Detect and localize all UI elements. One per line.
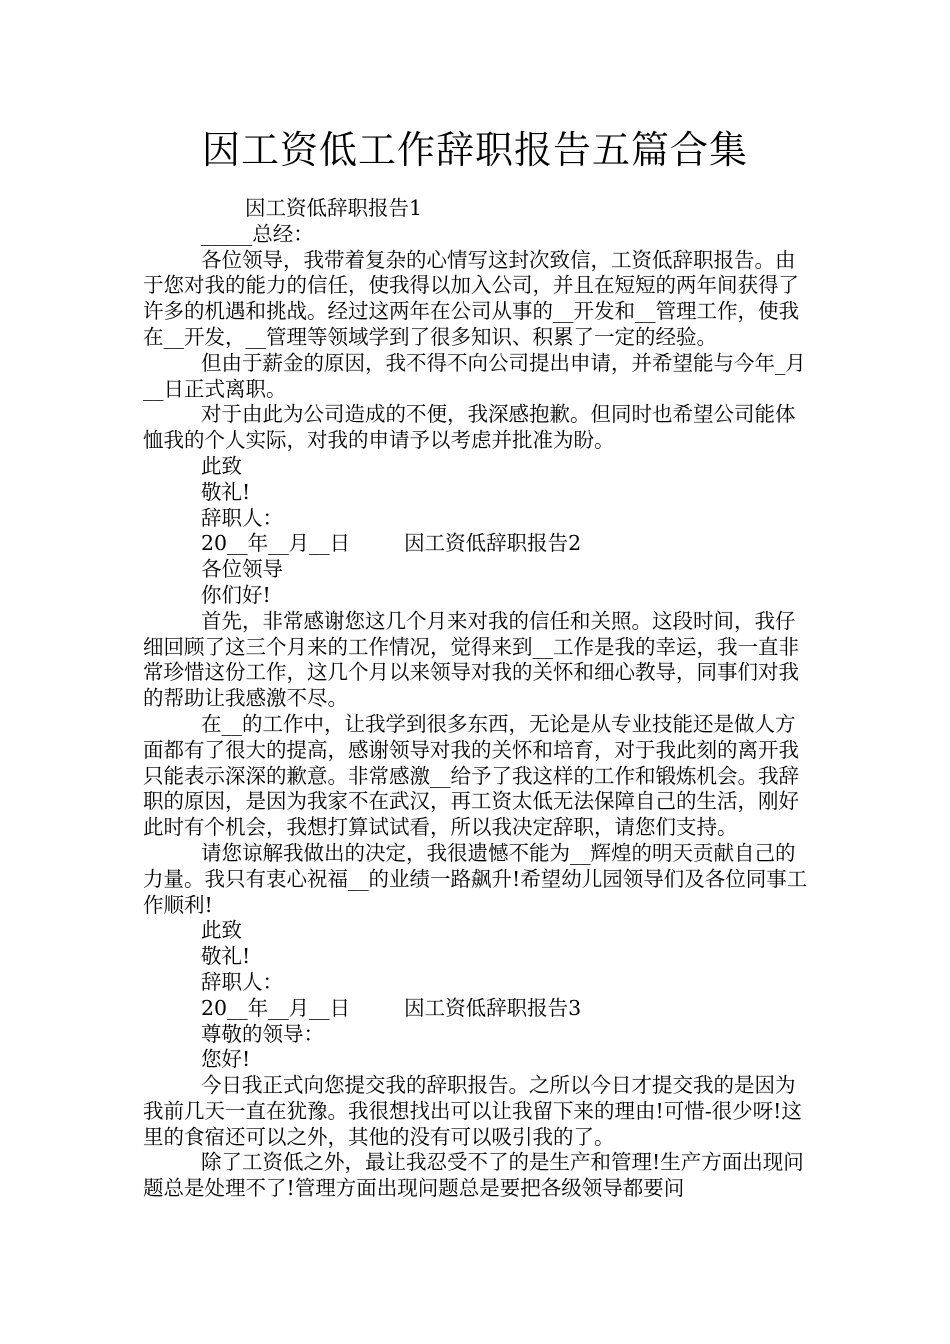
document-body xyxy=(143,196,815,1202)
paragraph-text: 对于由此为公司造成的不便，我深感抱歉。但同时也希望公司能体恤我的个人实际，对我的申请予以考虑并批准为盼。 xyxy=(143,402,796,453)
paragraph xyxy=(143,841,815,918)
paragraph xyxy=(143,970,815,996)
paragraph xyxy=(143,1150,815,1202)
paragraph xyxy=(143,351,815,403)
paragraph xyxy=(143,196,815,222)
paragraph-text: 辞职人： xyxy=(201,505,283,530)
paragraph xyxy=(143,506,815,532)
paragraph-text: 今日我正式向您提交我的辞职报告。之所以今日才提交我的是因为我前几天一直在犹豫。我很想找出可以让我留下来的理由!可惜-很少呀!这里的食宿还可以之外，其他的没有可以吸引我的了。 xyxy=(143,1073,802,1149)
paragraph xyxy=(143,531,815,557)
paragraph-text: 尊敬的领导： xyxy=(201,1021,324,1046)
paragraph xyxy=(143,583,815,609)
paragraph-text: 但由于薪金的原因，我不得不向公司提出申请，并希望能与今年_月__日正式离职。 xyxy=(143,350,806,401)
paragraph xyxy=(143,402,815,454)
paragraph-text: 因工资低辞职报告1 xyxy=(245,196,423,220)
document-title: 因工资低工作辞职报告五篇合集 xyxy=(201,128,748,172)
paragraph xyxy=(143,454,815,480)
paragraph xyxy=(143,712,815,841)
paragraph-text: 你们好! xyxy=(201,582,271,607)
paragraph-text: 首先，非常感谢您这几个月来对我的信任和关照。这段时间，我仔细回顾了这三个月来的工作情况，觉得来到__工作是我的幸运，我一直非常珍惜这份工作，这几个月以来领导对我的关怀和细心教导，同事们对我的帮助让我感激不尽。 xyxy=(143,608,799,711)
paragraph-text: 此致 xyxy=(201,453,242,478)
section-heading: 因工资低辞职报告2 xyxy=(404,531,582,556)
section-heading: 因工资低辞职报告3 xyxy=(404,995,582,1020)
paragraph-text: 您好! xyxy=(201,1047,251,1072)
paragraph-text: 各位领导，我带着复杂的心情写这封次致信，工资低辞职报告。由于您对我的能力的信任，使我得以加入公司，并且在短短的两年间获得了许多的机遇和挑战。经过这两年在公司从事的__开发和__管理工作，使我在__开发，__管理等领域学到了很多知识、积累了一定的经验。 xyxy=(143,247,799,349)
paragraph xyxy=(143,944,815,970)
paragraph-text: 此致 xyxy=(201,918,242,943)
paragraph xyxy=(143,222,815,248)
paragraph-text: 20__年__月__日 xyxy=(201,531,351,556)
paragraph xyxy=(143,609,815,712)
paragraph xyxy=(143,1047,815,1073)
paragraph-text: 敬礼! xyxy=(201,479,251,504)
paragraph xyxy=(143,248,815,351)
paragraph-text: _____总经： xyxy=(201,221,314,246)
paragraph xyxy=(143,918,815,944)
paragraph xyxy=(143,996,815,1022)
paragraph-text: 20__年__月__日 xyxy=(201,995,351,1020)
paragraph xyxy=(143,1022,815,1048)
paragraph-text: 在__的工作中，让我学到很多东西，无论是从专业技能还是做人方面都有了很大的提高，感谢领导对我的关怀和培育，对于我此刻的离开我只能表示深深的歉意。非常感激__给予了我这样的工作和锻炼机会。我辞职的原因，是因为我家不在武汉，再工资太低无法保障自己的生活，刚好此时有个机会，我想打算试试看，所以我决定辞职，请您们支持。 xyxy=(143,711,799,840)
paragraph-text: 辞职人： xyxy=(201,969,283,994)
paragraph-text: 各位领导 xyxy=(201,557,283,582)
paragraph xyxy=(143,1073,815,1150)
paragraph-text: 敬礼! xyxy=(201,944,251,969)
paragraph-text: 请您谅解我做出的决定，我很遗憾不能为__辉煌的明天贡献自己的力量。我只有衷心祝福__的业绩一路飙升!希望幼儿园领导们及各位同事工作顺利! xyxy=(143,840,808,917)
paragraph xyxy=(143,557,815,583)
paragraph-text: 除了工资低之外，最让我忍受不了的是生产和管理!生产方面出现问题总是处理不了!管理方面出现问题总是要把各级领导都要问 xyxy=(143,1150,804,1201)
paragraph xyxy=(143,480,815,506)
